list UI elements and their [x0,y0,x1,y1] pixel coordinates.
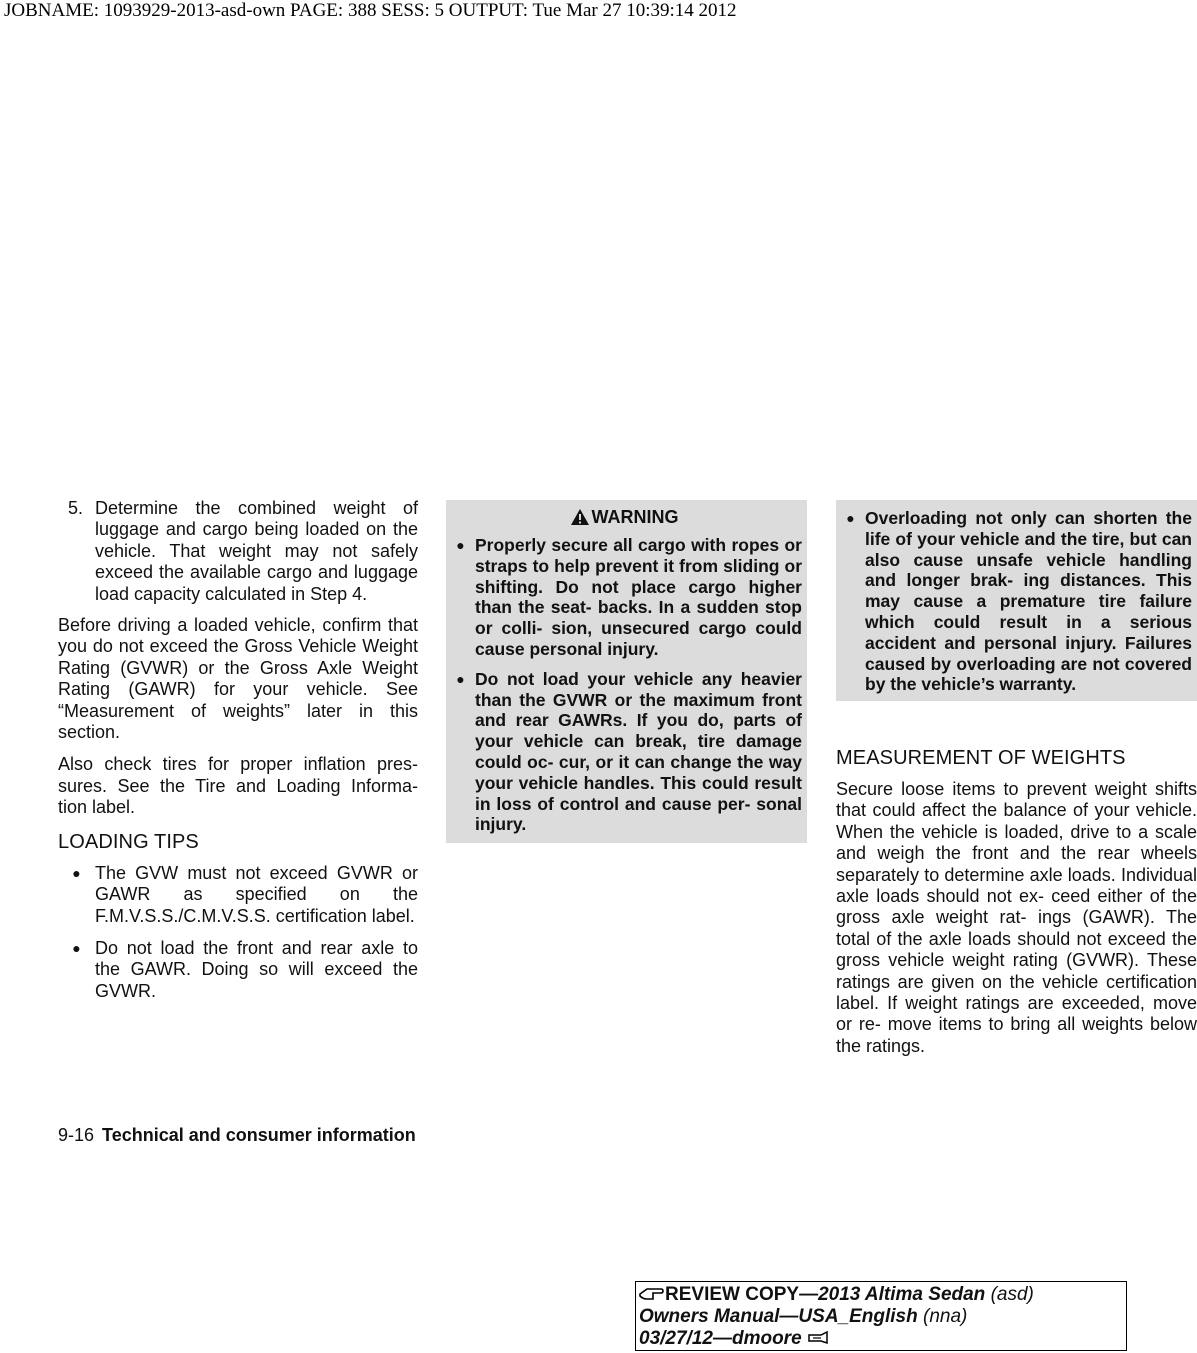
list-item [836,508,1192,695]
list-item [446,669,802,835]
review-date-author: 03/27/12—dmoore [639,1328,802,1349]
bullet-icon: ● [72,939,81,956]
warning-item-text: Do not load your vehicle any heavier than the GVWR or the maximum front and rear GAWRs. If you do, parts of your vehicle can break, tire damage could oc- cur, or it can change the way your vehicle handles. This could result in loss of control and cause per- sonal injury. [475,668,802,835]
warning-list [446,535,802,835]
review-line [639,1328,1126,1350]
review-manual-code: (nna) [923,1306,968,1327]
column-left [58,498,418,1013]
pointing-hand-icon [639,1285,665,1303]
review-copy-box [635,1281,1127,1351]
bullet-icon: ● [846,510,855,526]
warning-box [446,500,807,843]
step-number: 5. [68,498,84,518]
review-line [639,1284,1126,1306]
list-item [58,863,418,927]
page-number: 9-16 [58,1125,95,1145]
warning-triangle-icon [570,508,590,526]
paragraph: Before driving a loaded vehicle, confirm that you do not exceed the Gross Vehicle Weight Rating (GVWR) or the Gross Axle Weight Rating (GAWR) for your vehicle. See “Measurement of weights” later in this section. [58,615,418,743]
section-name: Technical and consumer information [102,1125,416,1145]
section-heading: LOADING TIPS [58,830,199,853]
writing-hand-icon [807,1329,829,1347]
column-right [836,746,1197,1057]
list-item [446,535,802,660]
paragraph: Also check tires for proper inflation pres- sures. See the Tire and Loading Informa- tion label. [58,754,418,818]
page-footer [58,1123,416,1147]
warning-title-text: WARNING [591,507,679,527]
bullet-icon: ● [456,670,465,687]
warning-title [446,506,802,528]
numbered-step [58,498,418,605]
review-model-code: (asd) [990,1284,1034,1305]
bullet-icon: ● [456,537,465,553]
list-item-text: Do not load the front and rear axle to the GAWR. Doing so will exceed the GVWR. [95,937,418,1001]
bullet-list [58,863,418,1002]
warning-item-text: Overloading not only can shorten the life of your vehicle and the tire, but can also cause unsafe vehicle handling and longer brak- ing distances. This may cause a premature tire failure which could result in a serious accident and personal injury. Failures caused by overloading are not covered by the vehicle’s warranty. [865,508,1192,695]
bullet-icon: ● [72,864,81,881]
warning-item-text: Properly secure all cargo with ropes or straps to help prevent it from sliding or shifting. Do not place cargo higher than the seat- backs. In a sudden stop or colli- sion, unsecured cargo could cause personal injury. [475,535,802,659]
review-model: 2013 Altima Sedan [818,1284,986,1305]
review-line [639,1306,1126,1328]
job-header: JOBNAME: 1093929-2013-asd-own PAGE: 388 SESS: 5 OUTPUT: Tue Mar 27 10:39:14 2012 [4,0,737,21]
warning-box-continued [836,500,1197,701]
review-manual: Owners Manual—USA_English [639,1306,918,1327]
review-label: REVIEW COPY— [665,1284,819,1305]
list-item-text: The GVW must not exceed GVWR or GAWR as specified on the F.M.V.S.S./C.M.V.S.S. certification label. [95,862,418,926]
list-item [58,938,418,1002]
warning-list [836,508,1192,695]
section-heading: MEASUREMENT OF WEIGHTS [836,747,1126,769]
step-text: Determine the combined weight of luggage and cargo being loaded on the vehicle. That weight may not safely exceed the available cargo and luggage load capacity calculated in Step 4. [95,498,418,604]
paragraph: Secure loose items to prevent weight shifts that could affect the balance of your vehicle. When the vehicle is loaded, drive to a scale and weigh the front and the rear wheels separately to determine axle loads. Individual axle loads should not ex- ceed either of the gross axle weight rat- ings (GAWR). The total of the axle loads should not exceed the gross vehicle weight rating (GVWR). These ratings are given on the vehicle certification label. If weight ratings are exceeded, move or re- move items to bring all weights below the ratings. [836,779,1197,1056]
